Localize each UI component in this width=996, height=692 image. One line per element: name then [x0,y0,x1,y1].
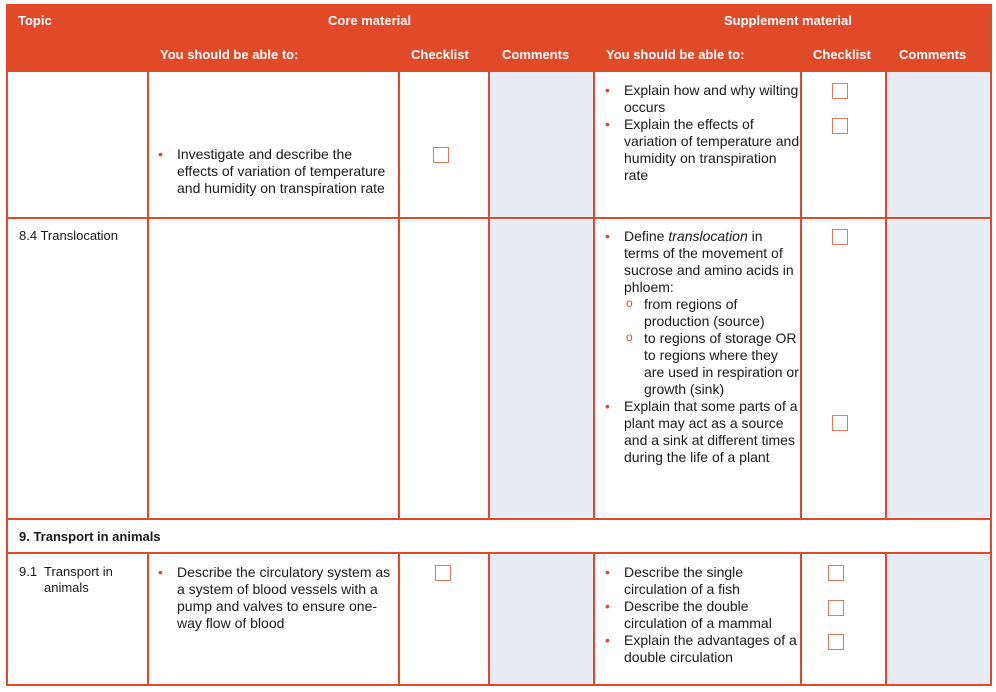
header-checklist-core: Checklist [411,47,469,62]
checkbox-supp-r2-2[interactable] [832,415,848,431]
divider-core-comments [488,72,490,519]
comments-core-r1 [490,72,594,218]
header-topic: Topic [18,13,52,28]
topic-translocation: 8.4 Translocation [19,228,119,243]
comments-core-r3 [490,555,594,684]
supp-r3-item-3: • Explain the advantages of a double circulation [604,632,800,666]
topic-9-1-text: Transport in animals [44,564,113,595]
header-you-should-core: You should be able to: [160,47,299,62]
checklist-table [6,4,992,686]
section-transport-in-animals: 9. Transport in animals [19,529,161,544]
supp-r3-item-1: • Describe the single circulation of a fish [604,564,800,598]
header-you-should-supp: You should be able to: [606,47,745,62]
comments-core-r2 [490,220,594,519]
checkbox-supp-r1-2[interactable] [832,118,848,134]
supp-r2-item-1 [604,228,800,398]
core-r1-item: • Investigate and describe the effects of variation of temperature and humidity on transpiration rate [157,146,393,197]
header-core-material: Core material [328,13,412,28]
divider-topic [147,72,149,519]
comments-supp-r1 [887,72,992,218]
comments-supp-r2 [887,220,992,519]
checkbox-core-r3[interactable] [435,565,451,581]
supp-r3 [604,564,800,666]
border-left [6,72,8,686]
divider-core-check-r3 [398,553,400,686]
supp-r1 [604,82,800,184]
divider-core-comments-r3 [488,553,490,686]
checkbox-core-r1[interactable] [433,147,449,163]
supp-r2-item-1-post: in terms of the movement of sucrose and amino acids in phloem: [624,228,794,295]
divider-supp-comments-r3 [885,553,887,686]
checkbox-supp-r1-1[interactable] [832,83,848,99]
header-comments-supp: Comments [899,47,967,62]
border-right [990,72,992,686]
divider-supp-check-r3 [800,553,802,686]
border-bottom [6,684,992,686]
supp-r2-sub-2: o to regions of storage OR to regions where they are used in respiration or growth (sink) [624,330,800,398]
supp-r3-item-2: • Describe the double circulation of a mammal [604,598,800,632]
supp-r2-item-2: • Explain that some parts of a plant may act as a source and a sink at different times during the life of a plant [604,398,800,466]
core-r3-item: • Describe the circulatory system as a system of blood vessels with a pump and valves to ensure one- way flow of blood [157,564,393,632]
checkbox-supp-r3-1[interactable] [828,565,844,581]
supp-r2-sub-1: o from regions of production (source) [624,296,800,330]
checkbox-supp-r2-1[interactable] [832,229,848,245]
checkbox-supp-r3-3[interactable] [828,634,844,650]
topic-9-1-number: 9.1 [19,564,38,579]
header-comments-core: Comments [502,47,570,62]
supp-r1-item-2: • Explain the effects of variation of temperature and humidity on transpiration rate [604,116,800,184]
core-r3 [157,564,393,632]
supp-r2 [604,228,800,466]
divider-topic-r3 [147,553,149,686]
row-divider-3 [6,552,992,554]
row-divider-2 [6,518,992,520]
supp-r2-item-1-term: translocation [668,228,748,244]
divider-supp-check [800,72,802,519]
supp-r2-item-1-pre: Define [624,228,669,244]
comments-supp-r3 [887,555,992,684]
divider-core-check [398,72,400,519]
header-supplement-material: Supplement material [724,13,852,28]
supp-r1-item-1: • Explain how and why wilting occurs [604,82,800,116]
divider-supp-r3 [593,553,595,686]
core-r1 [157,146,393,197]
header-checklist-supp: Checklist [813,47,871,62]
row-divider-1 [6,217,992,219]
divider-supp-comments [885,72,887,519]
divider-supp [593,72,595,519]
checkbox-supp-r3-2[interactable] [828,600,844,616]
